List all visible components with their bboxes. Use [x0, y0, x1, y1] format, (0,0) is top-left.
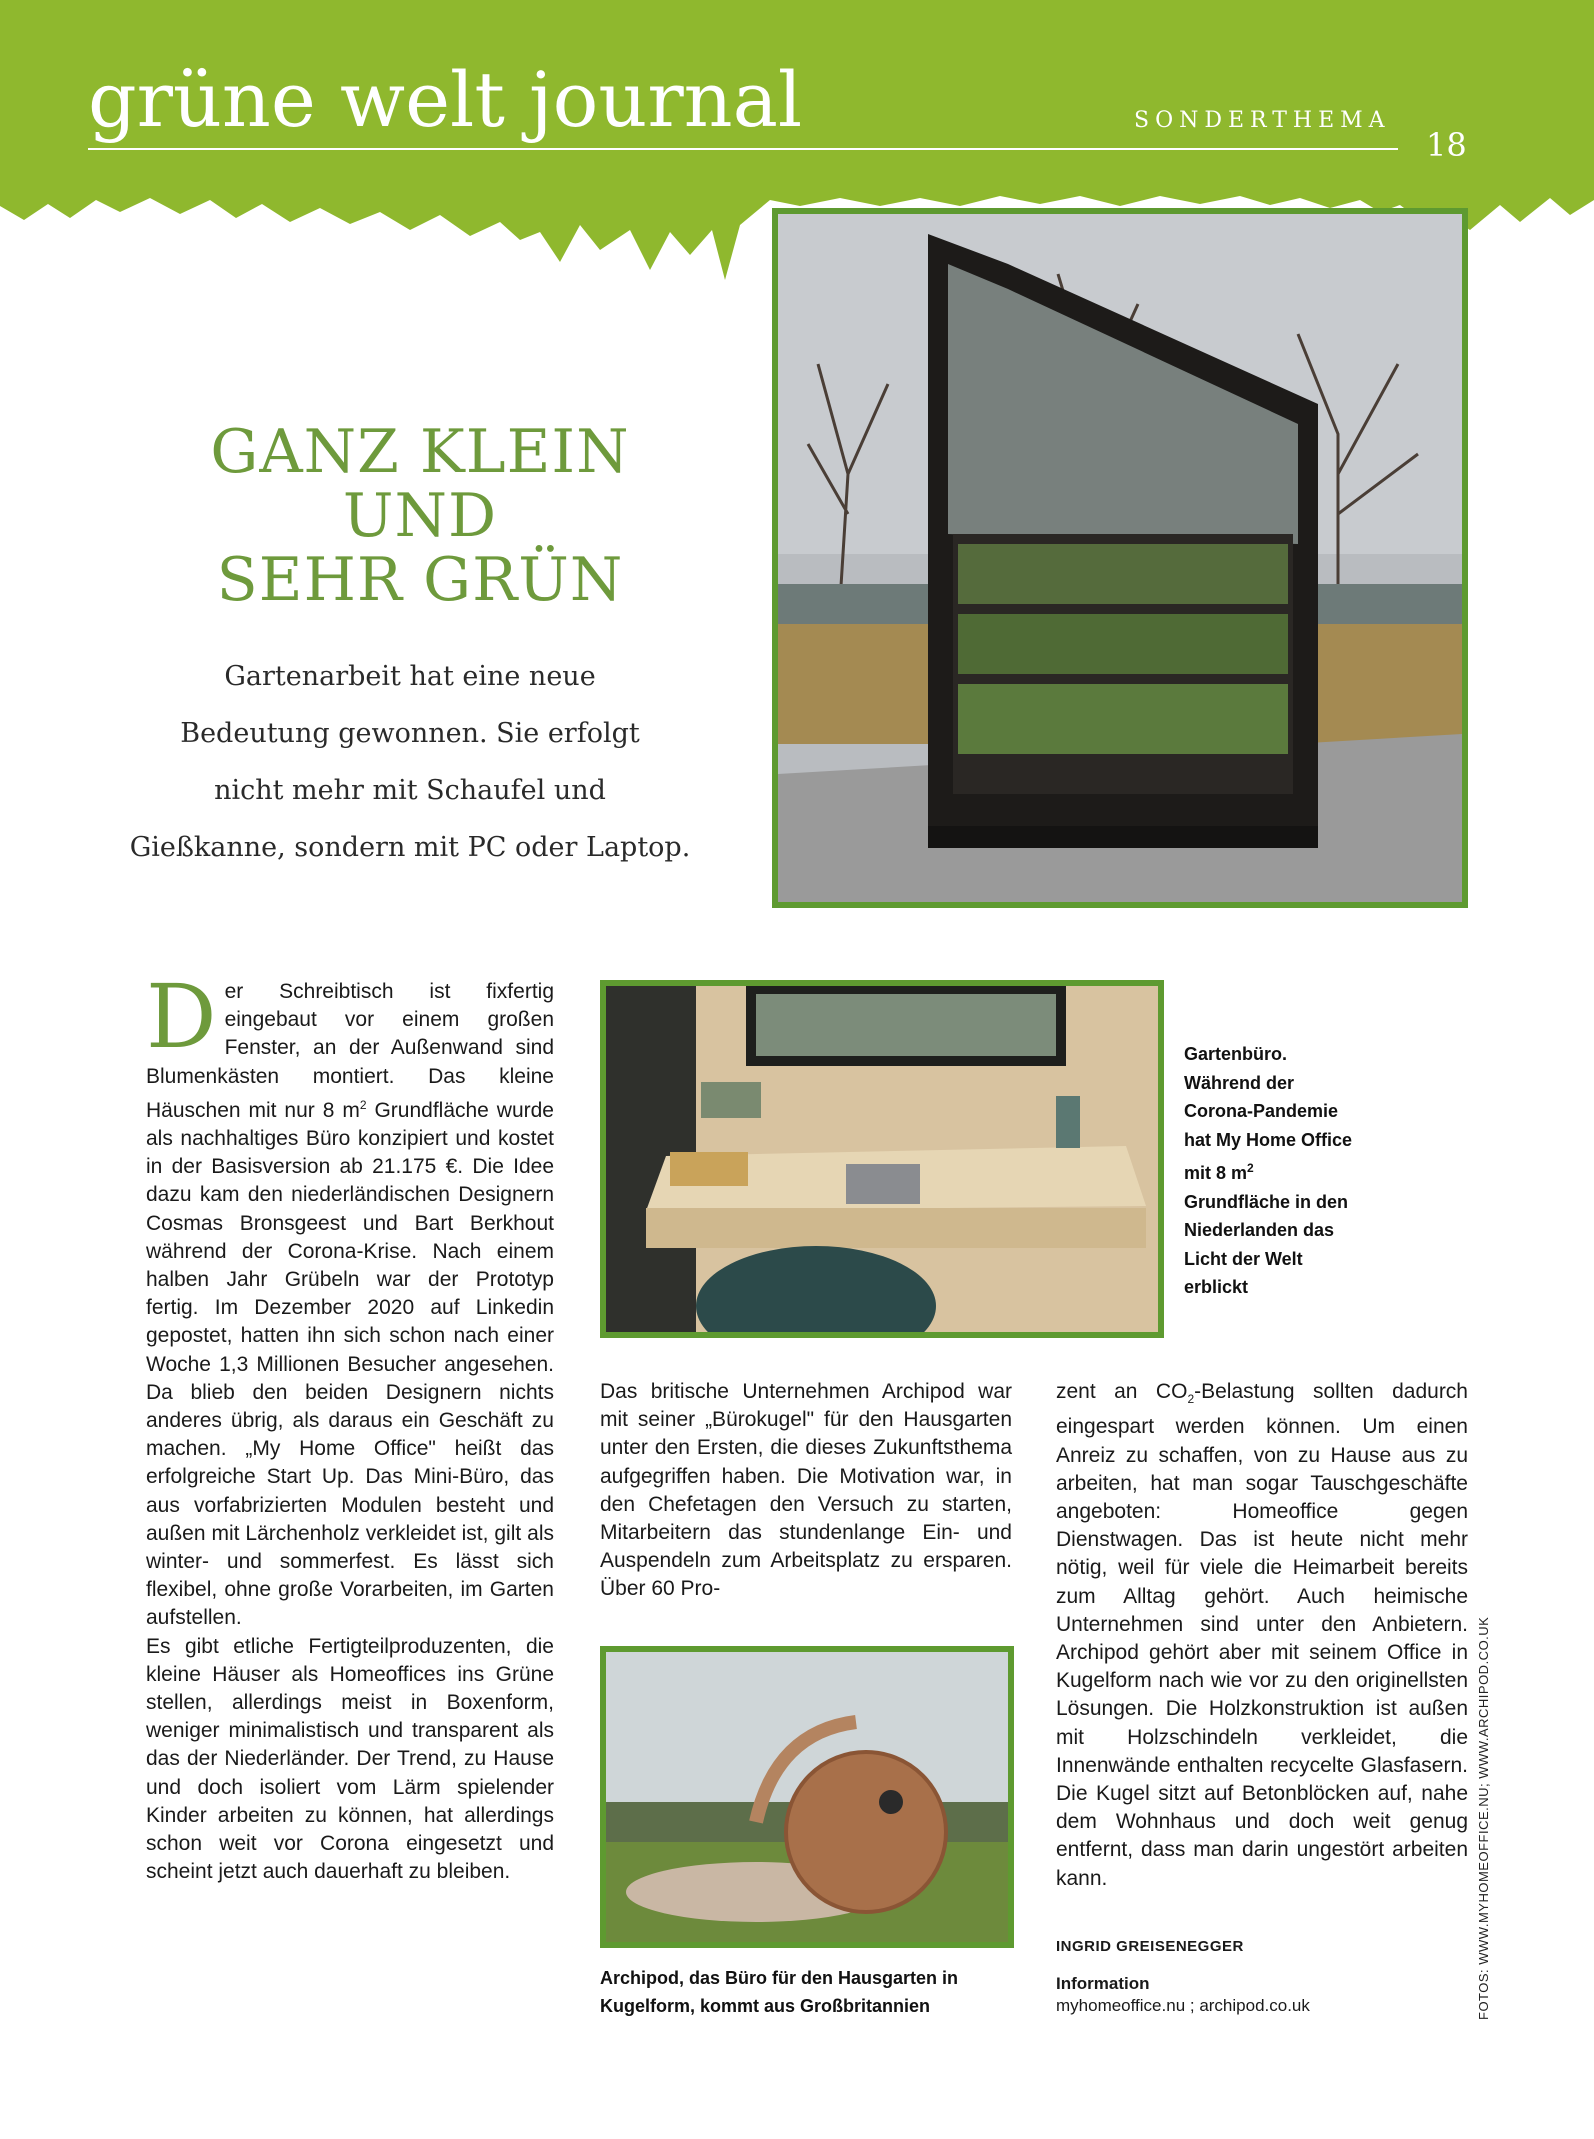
photo-archipod-pod — [600, 1646, 1014, 1948]
lead-paragraph — [120, 648, 700, 876]
headline-line: GANZ KLEIN — [210, 417, 630, 487]
header-rule — [88, 148, 1398, 150]
journal-title: grüne welt journal — [88, 55, 803, 144]
paragraph-text: zent an CO — [1056, 1380, 1188, 1403]
article-column-2 — [600, 1378, 1012, 1604]
lead-line: Bedeutung gewonnen. Sie erfolgt — [180, 718, 640, 749]
headline-line: SEHR GRÜN — [216, 545, 624, 615]
article-paragraph: Es gibt etliche Fertigteilproduzenten, die kleine Häuser als Homeoffices ins Grüne stellen, allerdings meist in Boxenform, weniger minimalistisch und transparent als das der Niederländer. Der Trend, zu Hause und doch isoliert vom Lärm spielender Kinder arbeiten zu können, hat allerdings schon weit vor Corona eingesetzt und scheint jetzt auch dauerhaft zu bleiben. — [146, 1634, 554, 1884]
information-links: myhomeoffice.nu ; archipod.co.uk — [1056, 1996, 1310, 2015]
caption-text: Gartenbüro. Während der Corona-Pandemie hat My Home Office mit 8 m — [1184, 1044, 1353, 1183]
pod-photo-illustration — [606, 1652, 1008, 1942]
article-paragraph — [146, 965, 554, 1633]
headline — [150, 417, 690, 615]
photo-desk-interior — [600, 980, 1164, 1338]
superscript: 2 — [359, 1097, 367, 1112]
hero-photo-garden-office — [772, 208, 1468, 908]
lead-line: Gießkanne, sondern mit PC oder Laptop. — [129, 832, 691, 863]
caption-text: Grundfläche in den Niederlanden das Licht der Welt erblickt — [1184, 1191, 1349, 1297]
article-column-1 — [146, 965, 554, 1887]
page-number: 18 — [1426, 126, 1467, 164]
lead-line: nicht mehr mit Schaufel und — [214, 775, 606, 806]
caption-pod-photo: Archipod, das Büro für den Hausgarten in Kugelform, kommt aus Großbritannien — [600, 1968, 959, 2016]
paragraph-text: Grundfläche wurde als nachhaltiges Büro konzipiert und kostet in der Basisversion ab 21.175 €. Die Idee dazu kam den niederländischen Designern Cosmas Bronsgeest und Bart Berkhout während der Corona-Krise. Nach einem halben Jahr Grübeln war der Prototyp fertig. Im Dezember 2020 auf Linkedin gepostet, hatten ihn sich schon nach einer Woche 1,3 Millionen Besucher angesehen. Da blieb den beiden Designern nichts anderes übrig, als daraus ein Geschäft zu machen. „My Home Office" heißt das erfolgreiche Start Up. Das Mini-Büro, das aus vorfabrizierten Modulen besteht und außen mit Lärchenholz verkleidet ist, gilt als winter- und sommerfest. Es lässt sich flexibel, ohne große Vorarbeiten, im Garten aufstellen. — [146, 1098, 554, 1630]
paragraph-text: -Belastung sollten dadurch eingespart werden können. Um einen Anreiz zu schaffen, von zu Hause aus zu arbeiten, hat man sogar Tauschgeschäfte angeboten: Homeoffice gegen Dienstwagen. Das ist heute nicht mehr nötig, weil für viele die Heimarbeit bereits zum Alltag gehört. Auch heimische Unternehmen sind unter den Anbietern. Archipod gehört aber mit seinem Office in Kugelform nach wie vor zu den originellsten Lösungen. Die Holzkonstruktion ist außen mit Holzschindeln verkleidet, die Innenwände enthalten recycelte Glasfasern. Die Kugel sitzt auf Betonblöcken auf, nahe dem Wohnhaus und doch weit genug entfernt, dass man darin ungestört arbeiten kann. — [1056, 1380, 1468, 1890]
information-label: Information — [1056, 1974, 1150, 1993]
article-paragraph: Das britische Unternehmen Archipod war mit seiner „Bürokugel" für den Hausgarten unter den Ersten, die dieses Zukunftsthema aufgegriffen haben. Die Motivation war, in den Chefetagen den Versuch zu starten, Mitarbeitern das stundenlange Ein- und Auspendeln zum Arbeitsplatz zu ersparen. Über 60 Pro- — [600, 1380, 1012, 1601]
photo-credit: FOTOS: WWW.MYHOMEOFFICE.NU; WWW.ARCHIPOD.CO.UK — [1476, 1616, 1491, 2020]
caption-desk-photo — [1184, 1040, 1354, 1302]
section-label: SONDERTHEMA — [1134, 108, 1391, 133]
hero-photo-illustration — [778, 214, 1462, 902]
author-byline: INGRID GREISENEGGER — [1056, 1938, 1244, 1955]
desk-photo-illustration — [606, 986, 1158, 1332]
headline-line: UND — [342, 481, 498, 551]
article-paragraph — [1056, 1378, 1468, 1893]
subscript: 2 — [1187, 1392, 1195, 1407]
superscript: 2 — [1247, 1161, 1254, 1175]
article-column-3 — [1056, 1378, 1468, 1893]
lead-line: Gartenarbeit hat eine neue — [224, 661, 596, 692]
drop-cap: D — [146, 965, 217, 1068]
paragraph-text: er Schreibtisch ist fixfertig eingebaut vor einem großen Fenster, an der Außenwand sind Blumenkästen montiert. Das kleine Häuschen mit nur 8 m — [146, 980, 554, 1122]
